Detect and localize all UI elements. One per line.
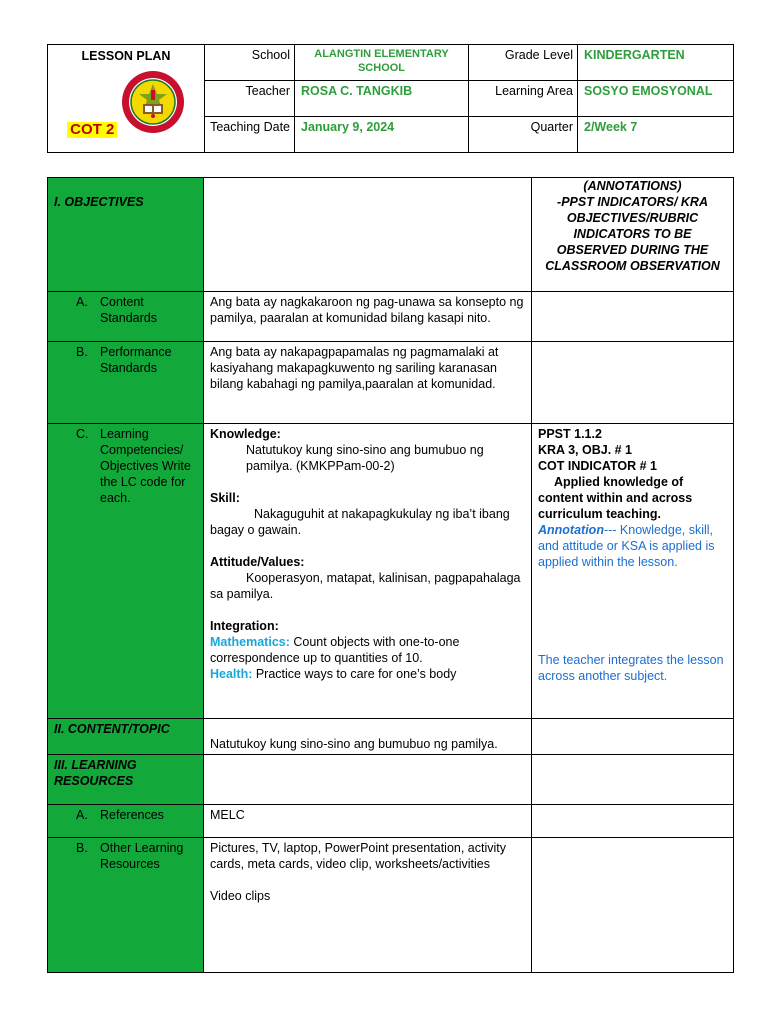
teaching-date-value: January 9, 2024 bbox=[295, 117, 469, 153]
integration-note: The teacher integrates the lesson across another subject. bbox=[538, 653, 724, 683]
competencies-label: Learning Competencies/ Objectives Write the LC code for each. bbox=[100, 427, 191, 505]
performance-standards-letter: B. bbox=[76, 345, 88, 359]
other-resources-row bbox=[48, 838, 734, 973]
other-resources-value-2: Video clips bbox=[210, 889, 271, 903]
other-resources-label-cell bbox=[48, 838, 204, 973]
learning-area-label: Learning Area bbox=[469, 81, 578, 117]
header-table bbox=[47, 44, 734, 153]
school-label: School bbox=[205, 45, 295, 81]
ppst-indicator: PPST 1.1.2 bbox=[538, 427, 602, 441]
performance-standards-row bbox=[48, 342, 734, 424]
references-row bbox=[48, 805, 734, 838]
skill-text: Nakaguguhit at nakapagkukulay ng iba’t ibang bagay o gawain. bbox=[210, 507, 510, 537]
health-text: Practice ways to care for one’s body bbox=[252, 667, 457, 681]
annotations-header: (ANNOTATIONS) -PPST INDICATORS/ KRA OBJECTIVES/RUBRIC INDICATORS TO BE OBSERVED DURING THE CLASSROOM OBSERVATION bbox=[532, 178, 734, 292]
knowledge-label: Knowledge: bbox=[210, 427, 281, 441]
attitude-text: Kooperasyon, matapat, kalinisan, pagpapahalaga sa pamilya. bbox=[210, 571, 521, 601]
cot-badge: COT 2 bbox=[67, 122, 117, 138]
content-standards-label: Content Standards bbox=[100, 295, 157, 325]
performance-standards-label: Performance Standards bbox=[100, 345, 172, 375]
school-value: ALANGTIN ELEMENTARY SCHOOL bbox=[295, 45, 469, 81]
lesson-plan-label: LESSON PLAN bbox=[81, 49, 171, 63]
other-resources-value: Pictures, TV, laptop, PowerPoint presentation, activity cards, meta cards, video clip, worksheets/activities bbox=[210, 841, 506, 871]
integration-label: Integration: bbox=[210, 619, 279, 633]
competencies-letter: C. bbox=[76, 427, 89, 441]
references-annotation bbox=[532, 805, 734, 838]
content-standards-letter: A. bbox=[76, 295, 88, 309]
content-standards-annotation bbox=[532, 292, 734, 342]
school-seal-logo bbox=[121, 70, 185, 134]
content-topic-row bbox=[48, 719, 734, 755]
math-integration bbox=[210, 634, 525, 666]
quarter-value: 2/Week 7 bbox=[578, 117, 734, 153]
quarter-label: Quarter bbox=[469, 117, 578, 153]
competencies-label-cell bbox=[48, 424, 204, 719]
math-text: Count objects with one-to-one correspondence up to quantities of 10. bbox=[210, 635, 460, 665]
grade-level-label: Grade Level bbox=[469, 45, 578, 81]
lesson-plan-cell bbox=[48, 45, 205, 153]
references-label-cell bbox=[48, 805, 204, 838]
cot-indicator: COT INDICATOR # 1 bbox=[538, 459, 657, 473]
health-label: Health: bbox=[210, 667, 253, 681]
health-integration bbox=[210, 666, 525, 682]
learning-resources-content bbox=[204, 755, 532, 805]
content-topic-text: Natutukoy kung sino-sino ang bumubuo ng pamilya. bbox=[204, 719, 532, 755]
math-label: Mathematics: bbox=[210, 635, 290, 649]
learning-resources-title: III. LEARNING RESOURCES bbox=[48, 755, 204, 805]
learning-area-value: SOSYO EMOSYONAL bbox=[578, 81, 734, 117]
content-standards-text: Ang bata ay nagkakaroon ng pag-unawa sa konsepto ng pamilya, paaralan at komunidad bilang kasapi nito. bbox=[204, 292, 532, 342]
objectives-content bbox=[204, 178, 532, 292]
learning-resources-row bbox=[48, 755, 734, 805]
attitude-label: Attitude/Values: bbox=[210, 555, 305, 569]
content-topic-title: II. CONTENT/TOPIC bbox=[48, 719, 204, 755]
teacher-value: ROSA C. TANGKIB bbox=[295, 81, 469, 117]
other-resources-label: Other Learning Resources bbox=[100, 841, 184, 871]
content-standards-row bbox=[48, 292, 734, 342]
teaching-date-label: Teaching Date bbox=[205, 117, 295, 153]
knowledge-text: Natutukoy kung sino-sino ang bumubuo ng pamilya. (KMKPPam-00-2) bbox=[246, 443, 484, 473]
indicator-text: Applied knowledge of content within and across curriculum teaching. bbox=[538, 475, 693, 521]
learning-resources-annotation bbox=[532, 755, 734, 805]
lesson-plan-table bbox=[47, 177, 734, 973]
objectives-row bbox=[48, 178, 734, 292]
competencies-row bbox=[48, 424, 734, 719]
annotation-label: Annotation bbox=[538, 523, 604, 537]
other-resources-letter: B. bbox=[76, 841, 88, 855]
performance-standards-label-cell bbox=[48, 342, 204, 424]
annotation-text: --- Knowledge, skill, and attitude or KSA is applied is applied within the lesson. bbox=[538, 523, 715, 569]
other-resources-annotation bbox=[532, 838, 734, 973]
competencies-annotation bbox=[532, 424, 734, 719]
content-standards-label-cell bbox=[48, 292, 204, 342]
teacher-label: Teacher bbox=[205, 81, 295, 117]
grade-level-value: KINDERGARTEN bbox=[578, 45, 734, 81]
objectives-title: I. OBJECTIVES bbox=[48, 178, 204, 292]
kra-objective: KRA 3, OBJ. # 1 bbox=[538, 443, 633, 457]
competencies-content bbox=[204, 424, 532, 719]
performance-standards-text: Ang bata ay nakapagpapamalas ng pagmamalaki at kasiyahang makapagkuwento ng sariling karanasan bilang kabahagi ng pamilya,paaralan at komunidad. bbox=[204, 342, 532, 424]
references-value: MELC bbox=[204, 805, 532, 838]
references-letter: A. bbox=[76, 808, 88, 822]
skill-label: Skill: bbox=[210, 491, 240, 505]
other-resources-content bbox=[204, 838, 532, 973]
content-topic-annotation bbox=[532, 719, 734, 755]
performance-standards-annotation bbox=[532, 342, 734, 424]
annotation-note bbox=[538, 522, 727, 570]
references-label: References bbox=[100, 808, 164, 822]
